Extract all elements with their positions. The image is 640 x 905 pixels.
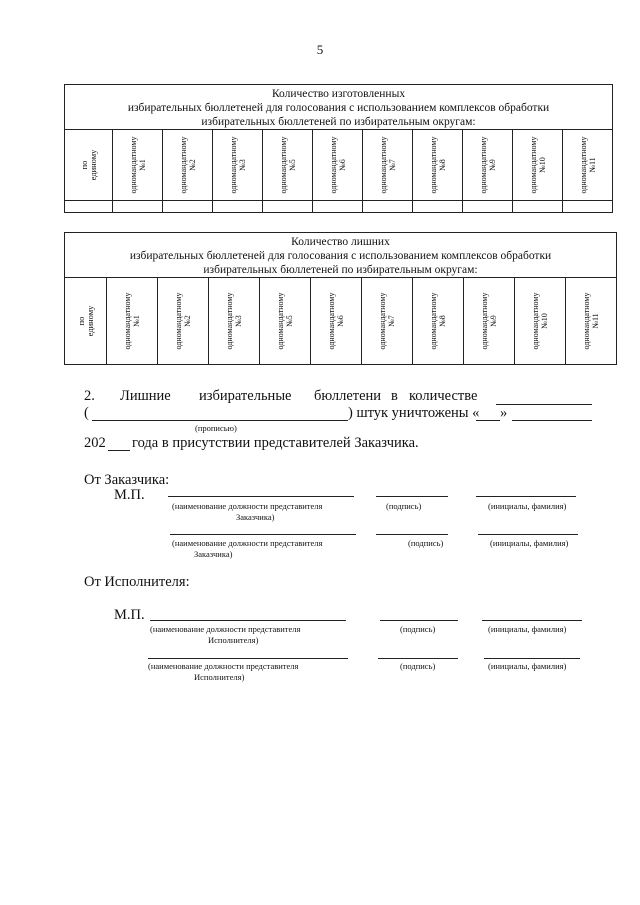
column-header[interactable] <box>107 278 158 365</box>
quantity-words-line[interactable] <box>92 420 348 421</box>
header-line: избирательных бюллетеней для голосования с использованием комплексов обработки <box>127 102 550 114</box>
position-caption: (наименование должности представителя <box>148 661 299 671</box>
year-prefix: 202 <box>84 435 106 451</box>
col-number: №3 <box>237 159 247 171</box>
column-header[interactable] <box>209 278 260 365</box>
initials-line[interactable] <box>482 620 582 621</box>
column-header[interactable] <box>158 278 209 365</box>
column-header <box>313 130 363 201</box>
initials-caption: (инициалы, фамилия) <box>490 538 569 548</box>
column-header <box>463 130 513 201</box>
column-header <box>213 130 263 201</box>
col-label: одномандатному <box>278 136 288 194</box>
header-line: избирательных бюллетеней по избирательным округам: <box>203 264 478 276</box>
column-header[interactable] <box>362 278 413 365</box>
col-number: №11 <box>591 313 600 329</box>
col-label: одномандатному <box>531 292 540 350</box>
col-label: одномандатному <box>327 292 336 350</box>
col-label: одномандатному <box>478 136 488 194</box>
header-line: Количество изготовленных <box>271 88 406 100</box>
column-header[interactable] <box>413 278 464 365</box>
initials-caption: (инициалы, фамилия) <box>488 501 567 511</box>
col-number: №5 <box>285 315 294 327</box>
value-cell[interactable] <box>463 201 513 213</box>
col-label: одномандатному <box>276 292 285 350</box>
col-number: №1 <box>132 315 141 327</box>
col-label: одномандатному <box>328 136 338 194</box>
position-caption: Заказчика) <box>236 512 275 522</box>
table-header <box>65 85 613 130</box>
column-header[interactable] <box>260 278 311 365</box>
header-line: избирательных бюллетеней для голосования с использованием комплексов обработки <box>129 250 552 262</box>
position-line[interactable] <box>148 658 348 659</box>
initials-line[interactable] <box>478 534 578 535</box>
col-label: одномандатному <box>128 136 138 194</box>
col-number: №2 <box>183 315 192 327</box>
value-cell[interactable] <box>163 201 213 213</box>
col-number: №1 <box>137 159 147 171</box>
column-header-single <box>65 278 107 365</box>
col-label: по <box>75 316 86 326</box>
section-number: 2. <box>84 388 95 404</box>
signature-line[interactable] <box>376 534 448 535</box>
signature-caption: (подпись) <box>408 538 444 548</box>
initials-line[interactable] <box>484 658 580 659</box>
section-word: Лишние <box>120 388 171 404</box>
col-number: №5 <box>287 159 297 171</box>
column-header <box>563 130 613 201</box>
col-label: единому <box>84 305 95 337</box>
position-line[interactable] <box>168 496 354 497</box>
col-label: одномандатному <box>428 136 438 194</box>
col-number: №9 <box>489 315 498 327</box>
section-word: бюллетени <box>314 388 382 404</box>
stamp-place: М.П. <box>114 487 145 503</box>
year-line[interactable] <box>108 450 130 451</box>
column-header <box>113 130 163 201</box>
position-line[interactable] <box>170 534 356 535</box>
col-number: №8 <box>437 159 447 171</box>
position-caption: (наименование должности представителя <box>172 501 323 511</box>
value-cell[interactable] <box>113 201 163 213</box>
col-label: одномандатному <box>123 292 132 350</box>
col-label: по <box>78 160 89 170</box>
signature-line[interactable] <box>376 496 448 497</box>
col-label: одномандатному <box>178 136 188 194</box>
col-number: №6 <box>336 315 345 327</box>
column-header <box>413 130 463 201</box>
col-number: №2 <box>187 159 197 171</box>
customer-heading: От Заказчика: <box>84 472 170 488</box>
position-caption: (наименование должности представителя <box>150 624 301 634</box>
column-header[interactable] <box>566 278 617 365</box>
col-label: одномандатному <box>225 292 234 350</box>
table-row <box>65 201 613 213</box>
signature-line[interactable] <box>378 658 458 659</box>
col-number: №3 <box>234 315 243 327</box>
page-number: 5 <box>316 42 324 57</box>
col-number: №7 <box>387 159 397 171</box>
destroyed-text: ) штук уничтожены « <box>348 405 480 421</box>
column-header <box>163 130 213 201</box>
column-header-single <box>65 130 113 201</box>
quantity-line[interactable] <box>496 404 592 405</box>
propisyu-caption: (прописью) <box>195 423 237 433</box>
contractor-heading: От Исполнителя: <box>84 574 190 590</box>
position-caption: Исполнителя) <box>194 672 245 682</box>
initials-caption: (инициалы, фамилия) <box>488 624 567 634</box>
col-number: №7 <box>387 315 396 327</box>
col-label: одномандатному <box>174 292 183 350</box>
col-number: №11 <box>587 157 597 173</box>
section-word: количестве <box>409 388 478 404</box>
col-label: одномандатному <box>480 292 489 350</box>
value-cell[interactable] <box>263 201 313 213</box>
col-number: №10 <box>540 313 549 329</box>
column-header <box>513 130 563 201</box>
signature-caption: (подпись) <box>400 624 436 634</box>
column-header[interactable] <box>515 278 566 365</box>
open-paren: ( <box>84 405 89 421</box>
col-label: одномандатному <box>378 136 388 194</box>
month-line[interactable] <box>512 420 592 421</box>
position-line[interactable] <box>150 620 346 621</box>
value-cell[interactable] <box>363 201 413 213</box>
table-header <box>65 233 617 278</box>
col-label: одномандатному <box>582 292 591 350</box>
col-number: №8 <box>438 315 447 327</box>
signature-caption: (подпись) <box>386 501 422 511</box>
section-word: избирательные <box>199 388 292 404</box>
col-label: одномандатному <box>528 136 538 194</box>
value-cell[interactable] <box>213 201 263 213</box>
col-number: №10 <box>537 157 547 173</box>
header-line: Количество лишних <box>291 236 390 248</box>
manufactured-ballots-table <box>64 84 613 213</box>
initials-line[interactable] <box>476 496 576 497</box>
column-header[interactable] <box>464 278 515 365</box>
year-suffix: года в присутствии представителей Заказчика. <box>132 435 419 451</box>
column-header <box>363 130 413 201</box>
position-caption: Исполнителя) <box>208 635 259 645</box>
value-cell[interactable] <box>563 201 613 213</box>
stamp-place: М.П. <box>114 607 145 623</box>
column-header <box>263 130 313 201</box>
section-word: в <box>391 388 398 404</box>
value-cell[interactable] <box>313 201 363 213</box>
signature-caption: (подпись) <box>400 661 436 671</box>
col-label: единому <box>87 149 98 181</box>
value-cell[interactable] <box>513 201 563 213</box>
position-caption: Заказчика) <box>194 549 233 559</box>
col-label: одномандатному <box>578 136 588 194</box>
excess-ballots-table <box>64 232 617 365</box>
value-cell[interactable] <box>65 201 113 213</box>
col-label: одномандатному <box>378 292 387 350</box>
quote-close: » <box>500 405 508 421</box>
col-label: одномандатному <box>228 136 238 194</box>
position-caption: (наименование должности представителя <box>172 538 323 548</box>
value-cell[interactable] <box>413 201 463 213</box>
day-line[interactable] <box>476 420 500 421</box>
col-number: №6 <box>337 159 347 171</box>
header-line: избирательных бюллетеней по избирательным округам: <box>201 116 476 128</box>
signature-line[interactable] <box>380 620 458 621</box>
column-header[interactable] <box>311 278 362 365</box>
col-label: одномандатному <box>429 292 438 350</box>
col-number: №9 <box>487 159 497 171</box>
initials-caption: (инициалы, фамилия) <box>488 661 567 671</box>
